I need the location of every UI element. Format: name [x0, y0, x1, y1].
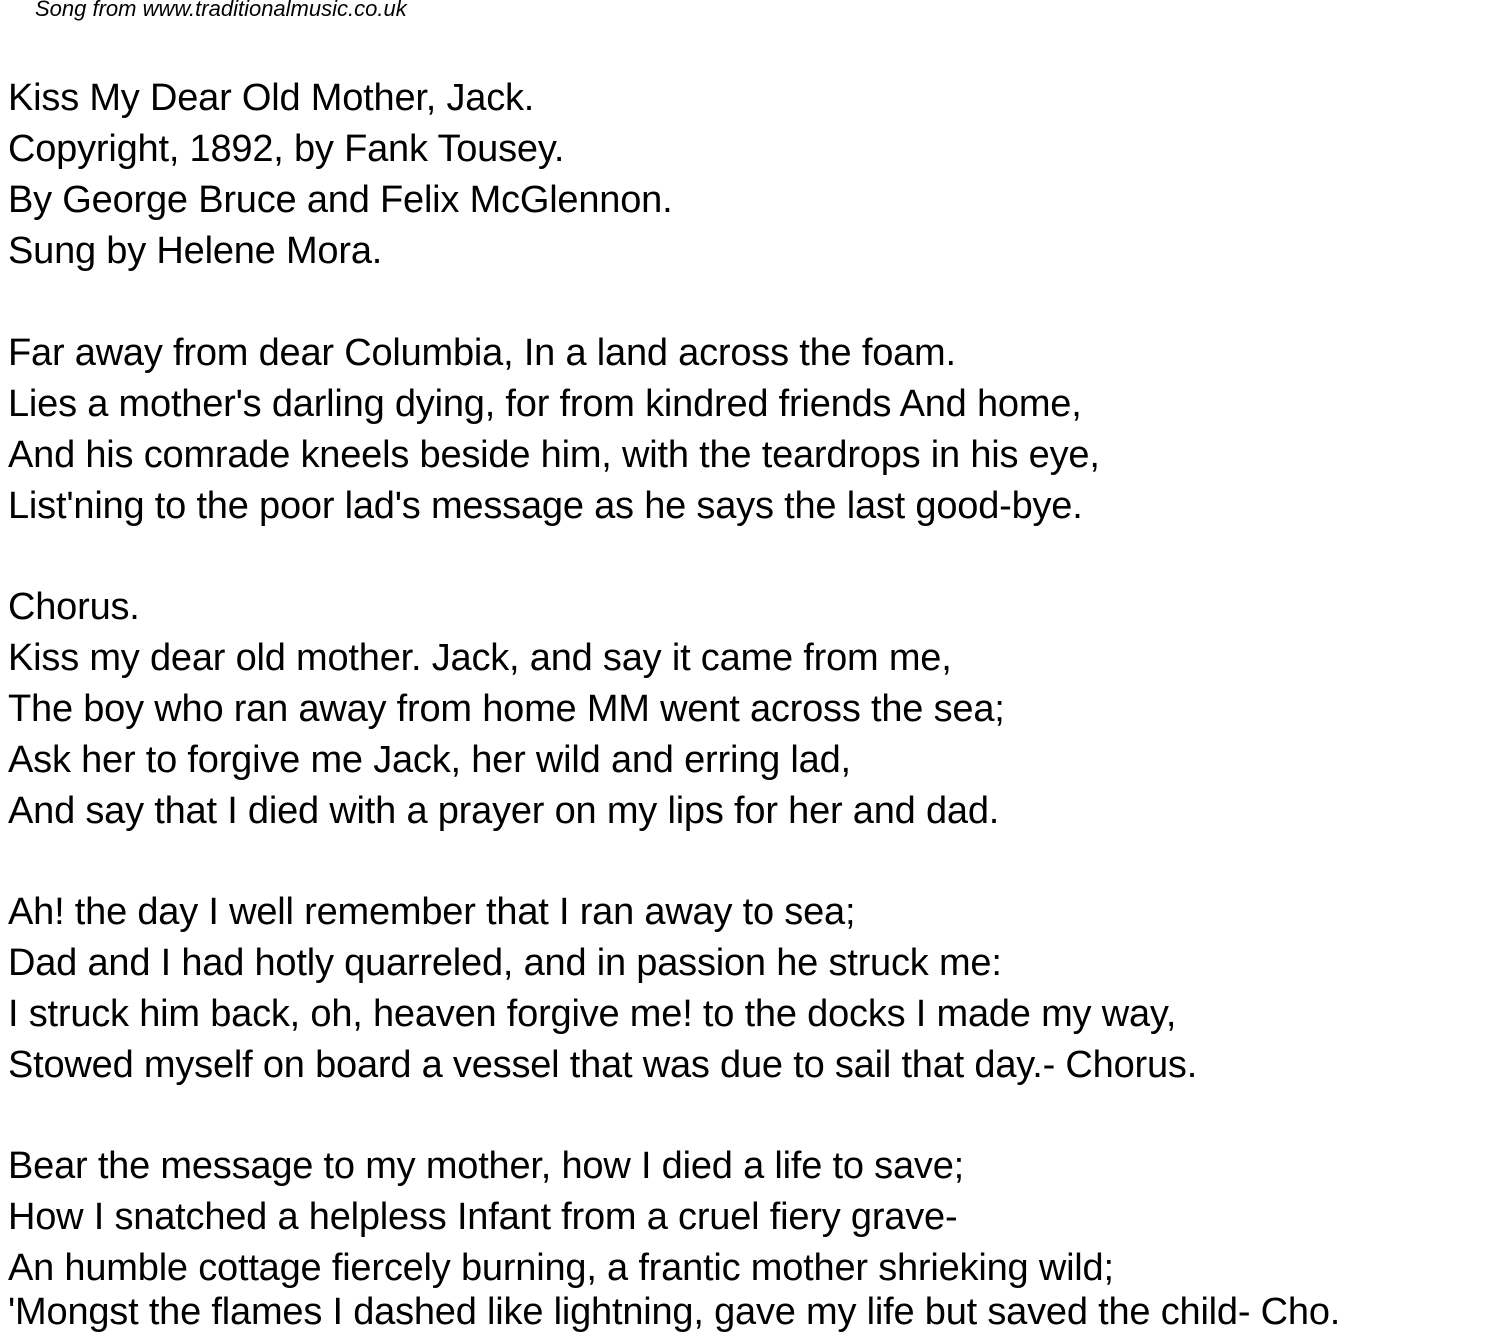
source-credit: Song from www.traditionalmusic.co.uk [35, 0, 407, 21]
verse-line: Stowed myself on board a vessel that was due to sail that day.- Chorus. [8, 1044, 1198, 1086]
verse-line: Bear the message to my mother, how I died a life to save; [8, 1145, 964, 1187]
song-title: Kiss My Dear Old Mother, Jack. [8, 77, 535, 119]
chorus-line: The boy who ran away from home MM went across the sea; [8, 688, 1005, 730]
chorus-line: And say that I died with a prayer on my lips for her and dad. [8, 790, 1000, 832]
verse-line: Ah! the day I well remember that I ran away to sea; [8, 891, 856, 933]
verse-line: Far away from dear Columbia, In a land across the foam. [8, 332, 956, 374]
chorus-line: Kiss my dear old mother. Jack, and say it came from me, [8, 637, 952, 679]
verse-line: List'ning to the poor lad's message as he says the last good-bye. [8, 485, 1083, 527]
chorus-heading: Chorus. [8, 586, 140, 628]
verse-line: 'Mongst the flames I dashed like lightning, gave my life but saved the child- Cho. [8, 1291, 1341, 1333]
verse-line: How I snatched a helpless Infant from a cruel fiery grave- [8, 1196, 958, 1238]
verse-line: Lies a mother's darling dying, for from kindred friends And home, [8, 383, 1082, 425]
performer-line: Sung by Helene Mora. [8, 230, 383, 272]
chorus-line: Ask her to forgive me Jack, her wild and erring lad, [8, 739, 851, 781]
verse-line: An humble cottage fiercely burning, a frantic mother shrieking wild; [8, 1247, 1114, 1289]
copyright-line: Copyright, 1892, by Fank Tousey. [8, 128, 565, 170]
authors-line: By George Bruce and Felix McGlennon. [8, 179, 673, 221]
verse-line: And his comrade kneels beside him, with the teardrops in his eye, [8, 434, 1100, 476]
verse-line: Dad and I had hotly quarreled, and in passion he struck me: [8, 942, 1002, 984]
verse-line: I struck him back, oh, heaven forgive me! to the docks I made my way, [8, 993, 1177, 1035]
